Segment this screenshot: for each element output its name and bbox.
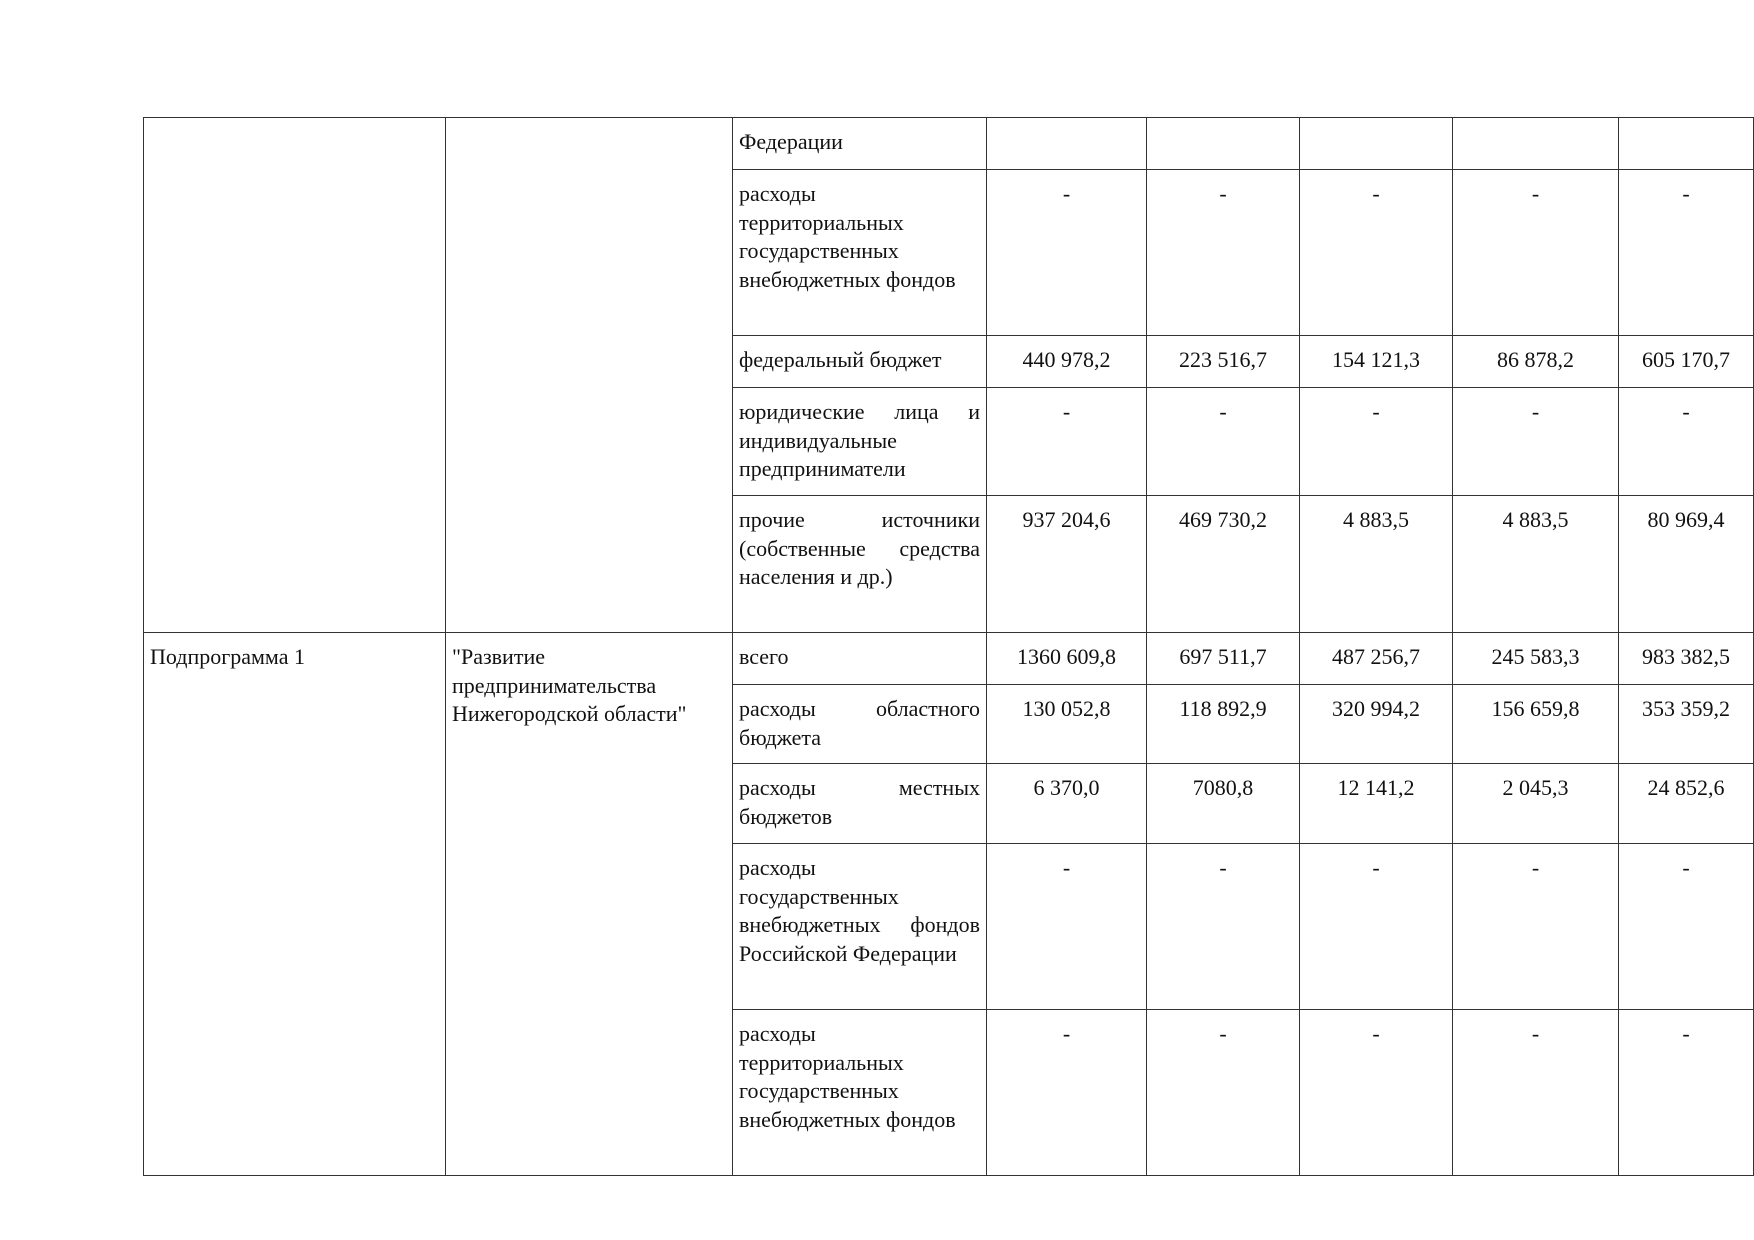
- program-name-cell: [446, 118, 733, 633]
- program-code-cell: [144, 118, 446, 633]
- source-label: Федерации: [733, 118, 987, 170]
- value-cell: 156 659,8: [1453, 685, 1619, 764]
- value-cell: 1360 609,8: [987, 633, 1147, 685]
- value-cell: 4 883,5: [1453, 496, 1619, 633]
- value-cell: 86 878,2: [1453, 336, 1619, 388]
- value-cell: 245 583,3: [1453, 633, 1619, 685]
- funding-table: [143, 117, 1754, 1176]
- value-cell: 7080,8: [1147, 764, 1300, 844]
- value-cell: -: [1453, 1010, 1619, 1176]
- value-cell: -: [1453, 170, 1619, 336]
- value-cell: -: [1300, 388, 1453, 496]
- value-cell: -: [987, 1010, 1147, 1176]
- value-cell: [1300, 118, 1453, 170]
- value-cell: 24 852,6: [1619, 764, 1754, 844]
- value-cell: 223 516,7: [1147, 336, 1300, 388]
- source-label: расходы территориальных государственных внебюджетных фондов: [733, 170, 987, 336]
- value-cell: 469 730,2: [1147, 496, 1300, 633]
- value-cell: 4 883,5: [1300, 496, 1453, 633]
- value-cell: 6 370,0: [987, 764, 1147, 844]
- value-cell: 12 141,2: [1300, 764, 1453, 844]
- source-label: юридические лица и индивидуальные предприниматели: [733, 388, 987, 496]
- value-cell: -: [1300, 844, 1453, 1010]
- value-cell: 937 204,6: [987, 496, 1147, 633]
- subprogram-code: Подпрограмма 1: [144, 633, 446, 1176]
- source-label: расходы областного бюджета: [733, 685, 987, 764]
- value-cell: 118 892,9: [1147, 685, 1300, 764]
- source-label: федеральный бюджет: [733, 336, 987, 388]
- value-cell: 487 256,7: [1300, 633, 1453, 685]
- value-cell: -: [1147, 170, 1300, 336]
- value-cell: -: [987, 388, 1147, 496]
- value-cell: 130 052,8: [987, 685, 1147, 764]
- value-cell: -: [1619, 170, 1754, 336]
- source-label: расходы территориальных государственных внебюджетных фондов: [733, 1010, 987, 1176]
- value-cell: [1147, 118, 1300, 170]
- value-cell: -: [1619, 388, 1754, 496]
- value-cell: 697 511,7: [1147, 633, 1300, 685]
- value-cell: 353 359,2: [1619, 685, 1754, 764]
- value-cell: -: [1619, 844, 1754, 1010]
- value-cell: 983 382,5: [1619, 633, 1754, 685]
- subprogram-name: "Развитие предпринимательства Нижегородской области": [446, 633, 733, 1176]
- value-cell: [987, 118, 1147, 170]
- table-row: [144, 118, 1754, 170]
- value-cell: -: [1619, 1010, 1754, 1176]
- table-row: [144, 633, 1754, 685]
- value-cell: -: [1147, 844, 1300, 1010]
- value-cell: [1453, 118, 1619, 170]
- value-cell: [1619, 118, 1754, 170]
- source-label: всего: [733, 633, 987, 685]
- value-cell: -: [1147, 388, 1300, 496]
- source-label: прочие источники (собственные средства населения и др.): [733, 496, 987, 633]
- value-cell: -: [1453, 844, 1619, 1010]
- value-cell: 320 994,2: [1300, 685, 1453, 764]
- value-cell: 2 045,3: [1453, 764, 1619, 844]
- value-cell: -: [1300, 1010, 1453, 1176]
- value-cell: -: [1300, 170, 1453, 336]
- source-label: расходы государственных внебюджетных фондов Российской Федерации: [733, 844, 987, 1010]
- value-cell: 440 978,2: [987, 336, 1147, 388]
- value-cell: -: [987, 844, 1147, 1010]
- source-label: расходы местных бюджетов: [733, 764, 987, 844]
- value-cell: -: [1453, 388, 1619, 496]
- value-cell: -: [1147, 1010, 1300, 1176]
- value-cell: 154 121,3: [1300, 336, 1453, 388]
- value-cell: 80 969,4: [1619, 496, 1754, 633]
- value-cell: -: [987, 170, 1147, 336]
- value-cell: 605 170,7: [1619, 336, 1754, 388]
